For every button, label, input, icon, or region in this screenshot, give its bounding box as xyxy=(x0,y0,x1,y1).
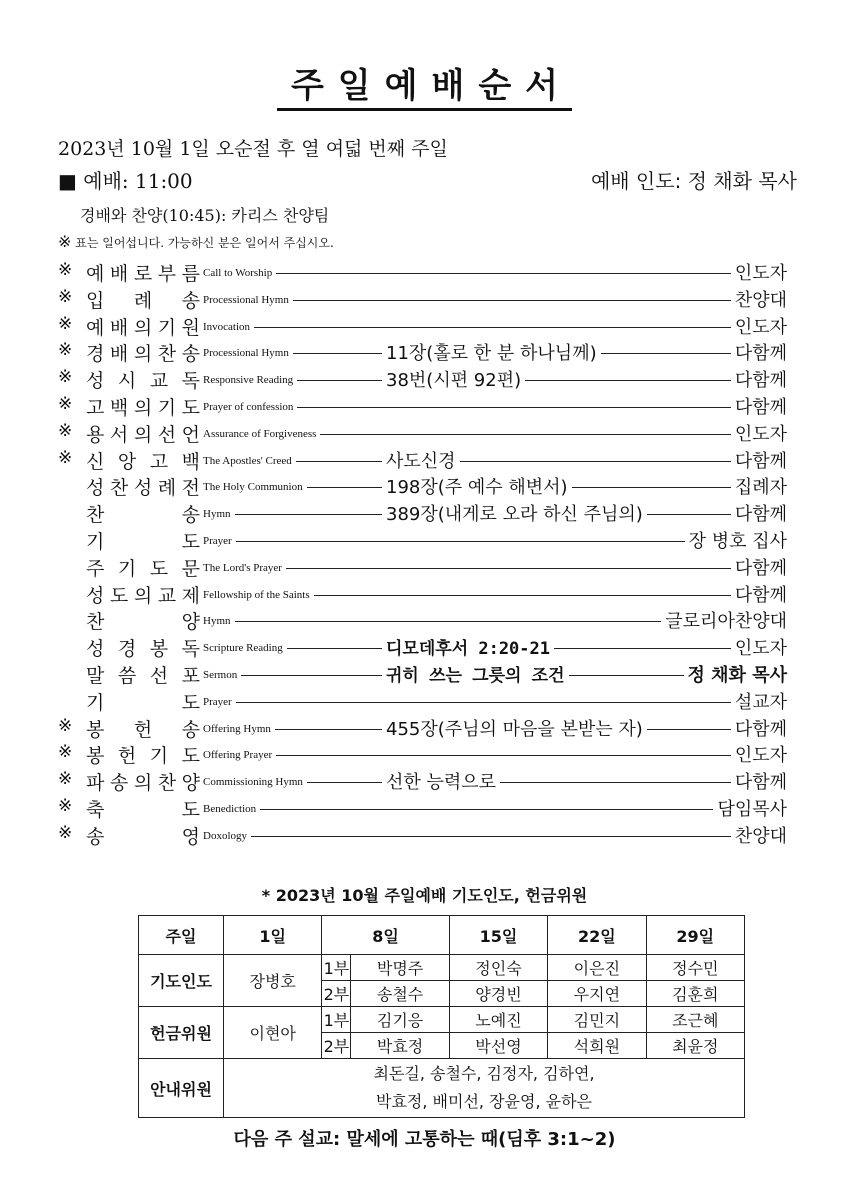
item-leader: 찬양대 xyxy=(734,825,787,847)
leader-line xyxy=(525,380,731,381)
table-cell: 장병호 xyxy=(224,955,322,1007)
item-english: Fellowship of the Saints xyxy=(203,588,310,601)
prelude-line: 경배와 찬양(10:45): 카리스 찬양팀 xyxy=(80,206,330,225)
item-english: Responsive Reading xyxy=(203,374,294,387)
item-name-char: 찬 xyxy=(157,772,177,795)
item-name-char: 배 xyxy=(109,343,129,366)
part-cell: 2부 xyxy=(322,981,351,1007)
order-row xyxy=(0,688,849,715)
table-cell: 박효정 xyxy=(351,1033,449,1059)
item-name-char: 예 xyxy=(86,263,105,285)
item-name-char: 찬 xyxy=(86,611,105,634)
leader-line xyxy=(554,648,731,649)
header-cell: 22일 xyxy=(548,916,646,955)
item-name xyxy=(86,581,200,608)
item-name-char: 교 xyxy=(157,584,177,607)
table-cell: 송철수 xyxy=(351,981,449,1007)
order-row xyxy=(0,661,849,688)
item-leader: 정 채화 목사 xyxy=(687,665,787,686)
item-name-char: 포 xyxy=(181,665,200,687)
leader-line xyxy=(287,648,382,649)
item-name-char: 교 xyxy=(149,370,169,393)
table-cell: 김민지 xyxy=(548,1007,646,1033)
item-name-char: 경 xyxy=(117,638,137,661)
item-detail: 선한 능력으로 xyxy=(386,772,497,794)
item-leader: 집례자 xyxy=(734,477,787,499)
item-name-char: 선 xyxy=(157,423,177,446)
item-name-char: 찬 xyxy=(157,343,177,366)
item-name-char: 성 xyxy=(133,477,153,500)
leader-line xyxy=(235,621,661,622)
item-name xyxy=(86,715,200,742)
stand-mark: ※ xyxy=(58,822,73,843)
item-english: Assurance of Forgiveness xyxy=(203,427,317,440)
table-cell: 양경빈 xyxy=(449,981,547,1007)
item-english: The Apostles' Creed xyxy=(203,454,292,467)
item-name xyxy=(86,313,200,340)
leader-line xyxy=(572,487,731,488)
item-name-char: 송 xyxy=(181,343,200,366)
leader-line xyxy=(293,300,731,301)
leader-line xyxy=(314,595,731,596)
stand-mark: ※ xyxy=(58,260,73,280)
order-row xyxy=(0,366,849,393)
item-name-char: 파 xyxy=(86,772,105,795)
item-name xyxy=(86,607,200,634)
order-row xyxy=(0,420,849,447)
header-cell: 15일 xyxy=(449,916,547,955)
order-row xyxy=(0,286,849,313)
item-name-char: 도 xyxy=(181,397,200,419)
stand-mark: ※ xyxy=(58,286,73,307)
table-cell: 노예진 xyxy=(449,1007,547,1033)
item-name xyxy=(86,527,200,554)
table-row xyxy=(139,955,745,981)
leader-line xyxy=(275,729,382,730)
item-leader: 인도자 xyxy=(734,263,787,284)
item-english: Offering Hymn xyxy=(203,722,271,735)
item-name-char: 기 xyxy=(157,316,177,339)
item-name-char: 송 xyxy=(109,772,129,795)
item-english: Processional Hymn xyxy=(203,347,289,360)
table-cell: 우지연 xyxy=(548,981,646,1007)
item-english: Commissioning Hymn xyxy=(203,776,303,789)
stand-mark: ※ xyxy=(58,313,73,334)
item-name xyxy=(86,634,200,661)
table-cell: 석희원 xyxy=(548,1033,646,1059)
item-name-char: 의 xyxy=(133,397,153,419)
item-name-char: 송 xyxy=(181,289,200,312)
item-english: Prayer of confession xyxy=(203,401,294,413)
item-leader: 다함께 xyxy=(734,772,787,794)
item-english: Invocation xyxy=(203,320,251,333)
leader-line xyxy=(241,675,382,676)
leader-line xyxy=(276,273,731,274)
leader-line xyxy=(647,514,731,515)
item-english: Scripture Reading xyxy=(203,642,283,655)
order-row xyxy=(0,715,849,742)
item-name-char: 도 xyxy=(181,531,200,553)
table-cell: 박선영 xyxy=(449,1033,547,1059)
leader-line xyxy=(296,461,382,462)
order-row xyxy=(0,259,849,286)
item-name-char: 봉 xyxy=(149,638,169,661)
item-name-char: 문 xyxy=(181,557,200,580)
item-leader: 다함께 xyxy=(734,718,787,740)
item-name-char: 신 xyxy=(86,450,105,473)
item-name-char: 백 xyxy=(109,397,129,419)
item-english: Call to Worship xyxy=(203,267,273,279)
item-english: The Lord's Prayer xyxy=(203,561,282,574)
order-row xyxy=(0,795,849,822)
item-name-char: 봉 xyxy=(86,718,105,741)
leader-line xyxy=(647,729,731,730)
stand-mark: ※ xyxy=(58,394,73,414)
item-name-char: 양 xyxy=(181,772,200,795)
item-name-char: 도 xyxy=(109,584,129,607)
table-cell: 김기응 xyxy=(351,1007,449,1033)
leader-line xyxy=(460,461,731,462)
usher-names xyxy=(224,1059,745,1118)
item-name-char: 배 xyxy=(109,263,129,285)
item-detail: 11장(홀로 한 분 하나님께) xyxy=(386,343,597,365)
service-leader: 예배 인도: 정 채화 목사 xyxy=(590,169,797,193)
leader-line xyxy=(293,353,382,354)
item-detail: 198장(주 예수 해변서) xyxy=(386,477,568,499)
item-name-char: 기 xyxy=(86,691,105,714)
item-name-char: 경 xyxy=(86,343,105,366)
item-name-char: 배 xyxy=(109,316,129,339)
stand-mark: ※ xyxy=(58,715,73,736)
item-name-char: 말 xyxy=(86,665,105,687)
item-name-char: 용 xyxy=(86,423,105,446)
item-english: Processional Hymn xyxy=(203,293,289,306)
item-leader: 다함께 xyxy=(734,450,787,472)
item-name-char: 제 xyxy=(181,584,200,607)
item-name-char: 헌 xyxy=(117,745,137,768)
table-cell: 박명주 xyxy=(351,955,449,981)
item-name-char: 름 xyxy=(181,263,200,285)
committee-title: * 2023년 10월 주일예배 기도인도, 헌금위원 xyxy=(261,886,588,905)
leader-line xyxy=(236,541,685,542)
leader-line xyxy=(297,407,731,408)
table-row xyxy=(139,1007,745,1033)
table-cell: 김훈희 xyxy=(646,981,744,1007)
item-name-char: 헌 xyxy=(133,718,153,741)
item-name xyxy=(86,795,200,822)
item-name-char: 백 xyxy=(181,450,200,473)
item-english: Prayer xyxy=(203,695,232,708)
item-name-char: 찬 xyxy=(109,477,129,500)
item-english: Hymn xyxy=(203,615,231,628)
item-name-char: 례 xyxy=(133,289,153,312)
item-name-char: 기 xyxy=(86,531,105,553)
item-leader: 인도자 xyxy=(734,638,787,660)
item-name xyxy=(86,768,200,795)
leader-line xyxy=(260,809,713,810)
item-name-char: 찬 xyxy=(86,504,105,527)
item-english: Offering Prayer xyxy=(203,749,273,762)
row-label: 안내위원 xyxy=(139,1059,224,1118)
order-row xyxy=(0,554,849,581)
item-name-char: 성 xyxy=(86,477,105,500)
item-leader: 설교자 xyxy=(734,691,787,713)
order-row xyxy=(0,768,849,795)
leader-line xyxy=(286,568,731,569)
order-row xyxy=(0,822,849,849)
item-name-char: 고 xyxy=(86,397,105,419)
leader-line xyxy=(307,782,382,783)
item-name xyxy=(86,554,200,581)
item-name-char: 독 xyxy=(181,638,200,661)
order-row xyxy=(0,527,849,554)
item-name-char: 선 xyxy=(149,665,169,687)
table-cell: 이현아 xyxy=(224,1007,322,1059)
table-cell: 조근혜 xyxy=(646,1007,744,1033)
item-name-char: 독 xyxy=(181,370,200,393)
item-detail: 455장(주님의 마음을 본받는 자) xyxy=(386,718,643,740)
item-name-char: 씀 xyxy=(117,665,137,687)
item-name-char: 성 xyxy=(86,584,105,607)
item-leader: 다함께 xyxy=(734,557,787,579)
table-cell: 이은진 xyxy=(548,955,646,981)
leader-line xyxy=(251,836,731,837)
order-row xyxy=(0,634,849,661)
header-cell: 1일 xyxy=(224,916,322,955)
leader-line xyxy=(235,514,382,515)
item-name-char: 성 xyxy=(86,638,105,661)
order-row xyxy=(0,607,849,634)
item-name-char: 언 xyxy=(181,423,200,446)
item-name-char: 영 xyxy=(181,825,200,848)
item-name-char: 예 xyxy=(86,316,105,339)
item-leader: 다함께 xyxy=(734,397,787,418)
order-row xyxy=(0,581,849,608)
item-leader: 다함께 xyxy=(734,584,787,606)
row-label: 헌금위원 xyxy=(139,1007,224,1059)
row-label: 기도인도 xyxy=(139,955,224,1007)
leader-line xyxy=(236,702,731,703)
item-name-char: 양 xyxy=(181,611,200,634)
leader-line xyxy=(307,487,382,488)
item-english: Prayer xyxy=(203,535,232,547)
usher-line: 최돈길, 송철수, 김정자, 김하연, xyxy=(373,1064,595,1083)
service-time: ■ 예배: 11:00 xyxy=(58,169,193,193)
item-name xyxy=(86,741,200,768)
leader-line xyxy=(601,353,731,354)
standing-note: ※ 표는 일어섭니다. 가능하신 분은 일어서 주십시오. xyxy=(58,232,334,251)
item-name-char: 도 xyxy=(181,745,200,768)
item-name xyxy=(86,420,200,447)
order-row xyxy=(0,313,849,340)
leader-line xyxy=(569,675,684,676)
order-row xyxy=(0,339,849,366)
item-name xyxy=(86,661,200,688)
page-title: 주일예배순서 xyxy=(0,58,849,107)
stand-mark: ※ xyxy=(58,340,73,361)
item-name-char: 축 xyxy=(86,799,105,821)
item-name xyxy=(86,393,200,420)
item-leader: 장 병호 집사 xyxy=(688,531,787,552)
item-name-char: 로 xyxy=(133,263,153,285)
item-leader: 다함께 xyxy=(734,343,787,365)
stand-mark: ※ xyxy=(58,769,73,790)
item-english: Hymn xyxy=(203,508,231,521)
header-cell: 29일 xyxy=(646,916,744,955)
stand-mark: ※ xyxy=(58,420,73,441)
service-date: 2023년 10월 1일 오순절 후 열 여덟 번째 주일 xyxy=(58,138,448,160)
table-cell: 정인숙 xyxy=(449,955,547,981)
order-row xyxy=(0,447,849,474)
item-name xyxy=(86,500,200,527)
item-name-char: 기 xyxy=(117,557,137,580)
committee-table xyxy=(138,915,745,1118)
leader-line xyxy=(500,782,731,783)
stand-mark: ※ xyxy=(58,367,73,388)
table-cell: 최윤정 xyxy=(646,1033,744,1059)
item-name-char: 전 xyxy=(181,477,200,500)
item-name-char: 의 xyxy=(133,316,153,339)
item-name-char: 의 xyxy=(133,423,153,446)
item-detail: 사도신경 xyxy=(386,450,456,472)
item-name xyxy=(86,339,200,366)
item-name-char: 송 xyxy=(181,718,200,741)
leader-line xyxy=(320,434,731,435)
item-detail: 38번(시편 92편) xyxy=(386,370,522,392)
order-row xyxy=(0,741,849,768)
header-cell: 8일 xyxy=(322,916,449,955)
item-name xyxy=(86,688,200,715)
item-english: Benediction xyxy=(203,803,257,815)
item-leader: 글로리아찬양대 xyxy=(665,611,787,633)
item-name xyxy=(86,822,200,849)
part-cell: 1부 xyxy=(322,1007,351,1033)
item-leader: 인도자 xyxy=(734,423,787,445)
order-row xyxy=(0,393,849,420)
item-name-char: 주 xyxy=(86,557,105,580)
leader-line xyxy=(297,380,382,381)
table-header-row xyxy=(139,916,745,955)
table-row xyxy=(139,1059,745,1118)
item-name-char: 도 xyxy=(181,799,200,821)
item-name-char: 송 xyxy=(181,504,200,527)
item-name-char: 의 xyxy=(133,343,153,366)
item-name-char: 입 xyxy=(86,289,105,312)
item-name xyxy=(86,366,200,393)
part-cell: 1부 xyxy=(322,955,351,981)
stand-mark: ※ xyxy=(58,796,73,816)
item-name-char: 송 xyxy=(86,825,105,848)
item-detail: 귀히 쓰는 그릇의 조건 xyxy=(386,666,565,686)
leader-line xyxy=(254,327,731,328)
header-cell: 주일 xyxy=(139,916,224,955)
stand-mark: ※ xyxy=(58,742,73,763)
leader-line xyxy=(276,755,731,756)
part-cell: 2부 xyxy=(322,1033,351,1059)
item-leader: 다함께 xyxy=(734,370,787,392)
item-name-char: 성 xyxy=(86,370,105,393)
item-name-char: 서 xyxy=(109,423,129,446)
item-leader: 담임목사 xyxy=(717,799,787,820)
item-name-char: 시 xyxy=(117,370,137,393)
item-name-char: 봉 xyxy=(86,745,105,768)
item-leader: 인도자 xyxy=(734,745,787,767)
item-name-char: 앙 xyxy=(117,450,137,473)
item-name-char: 도 xyxy=(149,557,169,580)
item-leader: 인도자 xyxy=(734,316,787,338)
item-detail: 디모데후서 2:20-21 xyxy=(386,639,550,660)
item-name xyxy=(86,259,200,286)
item-name xyxy=(86,447,200,474)
item-leader: 다함께 xyxy=(734,504,787,526)
table-cell: 정수민 xyxy=(646,955,744,981)
item-name-char: 기 xyxy=(157,397,177,419)
item-english: Sermon xyxy=(203,669,238,681)
item-english: The Holy Communion xyxy=(203,481,303,494)
item-name-char: 고 xyxy=(149,450,169,473)
item-detail: 389장(내게로 오라 하신 주님의) xyxy=(386,504,643,526)
usher-line: 박효정, 배미선, 장윤영, 윤하은 xyxy=(376,1092,592,1111)
item-leader: 찬양대 xyxy=(734,289,787,311)
item-name-char: 원 xyxy=(181,316,200,339)
item-name-char: 부 xyxy=(157,263,177,285)
order-row xyxy=(0,473,849,500)
next-sermon: 다음 주 설교: 말세에 고통하는 때(딤후 3:1~2) xyxy=(233,1129,616,1150)
item-name-char: 기 xyxy=(149,745,169,768)
item-name-char: 례 xyxy=(157,477,177,500)
item-name-char: 도 xyxy=(181,691,200,714)
item-name xyxy=(86,473,200,500)
item-name-char: 의 xyxy=(133,584,153,607)
stand-mark: ※ xyxy=(58,447,73,468)
item-name-char: 의 xyxy=(133,772,153,795)
item-name xyxy=(86,286,200,313)
item-english: Doxology xyxy=(203,829,247,842)
order-row xyxy=(0,500,849,527)
